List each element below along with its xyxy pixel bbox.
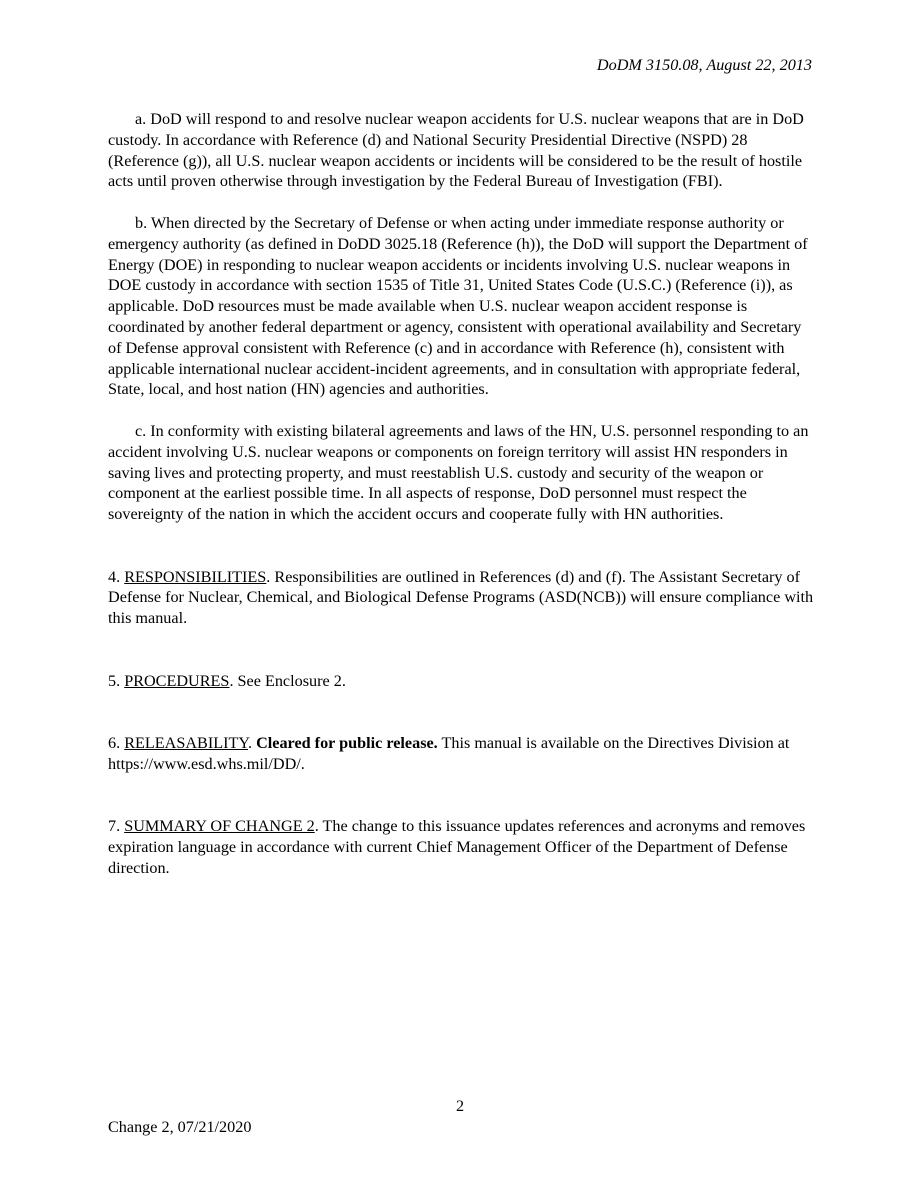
document-header: DoDM 3150.08, August 22, 2013	[596, 56, 812, 74]
section-number: 7.	[108, 817, 125, 836]
paragraph-a: a. DoD will respond to and resolve nuclear weapon accidents for U.S. nuclear weapons that are in DoD custody. In accordance with Reference (d) and National Security Presidential Directive (NSPD) 28 (Reference (g)), all U.S. nuclear weapon accidents or incidents will be considered to be the result of hostile acts until proven otherwise through investigation by the Federal Bureau of Investigation (FBI).	[108, 110, 804, 191]
section-heading: RESPONSIBILITIES	[124, 567, 267, 586]
section-5-procedures	[108, 671, 816, 692]
paragraph-c: c. In conformity with existing bilateral agreements and laws of the HN, U.S. personnel responding to an accident involving U.S. nuclear weapons or components on foreign territory will assist HN responders in saving lives and protecting property, and must reestablish U.S. custody and security of the weapon or component at the earliest possible time. In all aspects of response, DoD personnel must respect the sovereignty of the nation in which the accident occurs and cooperate fully with HN authorities.	[108, 421, 809, 524]
section-text: . Responsibilities are outlined in References (d) and (f). The Assistant Secretary of Defense for Nuclear, Chemical, and Biological Defense Programs (ASD(NCB)) will ensure compliance with this manual.	[108, 567, 814, 628]
section-number: 6.	[108, 733, 125, 752]
section-heading: PROCEDURES	[124, 671, 230, 690]
section-4-responsibilities	[108, 567, 816, 629]
section-number: 4.	[108, 567, 125, 586]
section-6-releasability	[108, 733, 816, 775]
section-number: 5.	[108, 671, 125, 690]
section-text: . The change to this issuance updates references and acronyms and removes expiration language in accordance with current Chief Management Officer of the Department of Defense direction.	[108, 817, 806, 877]
document-body	[108, 109, 816, 878]
change-note: Change 2, 07/21/2020	[108, 1118, 252, 1136]
section-7-summary-of-change	[108, 816, 816, 878]
section-heading: SUMMARY OF CHANGE 2	[124, 817, 315, 836]
paragraph-b: b. When directed by the Secretary of Defense or when acting under immediate response authority or emergency authority (as defined in DoDD 3025.18 (Reference (h)), the DoD will support the Department of Energy (DOE) in responding to nuclear weapon accidents or incidents involving U.S. nuclear weapons in DOE custody in accordance with section 1535 of Title 31, United States Code (U.S.C.) (Reference (i)), as applicable. DoD resources must be made available when U.S. nuclear weapon accident response is coordinated by another federal department or agency, consistent with operational availability and Secretary of Defense approval consistent with Reference (c) and in accordance with Reference (h), consistent with applicable international nuclear accident-incident agreements, and in consultation with appropriate federal, State, local, and host nation (HN) agencies and authorities.	[108, 213, 808, 399]
page-number: 2	[455, 1097, 465, 1115]
section-separator: .	[248, 733, 257, 752]
section-text: . See Enclosure 2.	[229, 671, 346, 690]
section-text: This manual is available on the Directives Division at https://www.esd.whs.mil/DD/.	[108, 733, 790, 773]
public-release-statement: Cleared for public release.	[256, 733, 438, 752]
section-heading: RELEASABILITY	[124, 733, 248, 752]
